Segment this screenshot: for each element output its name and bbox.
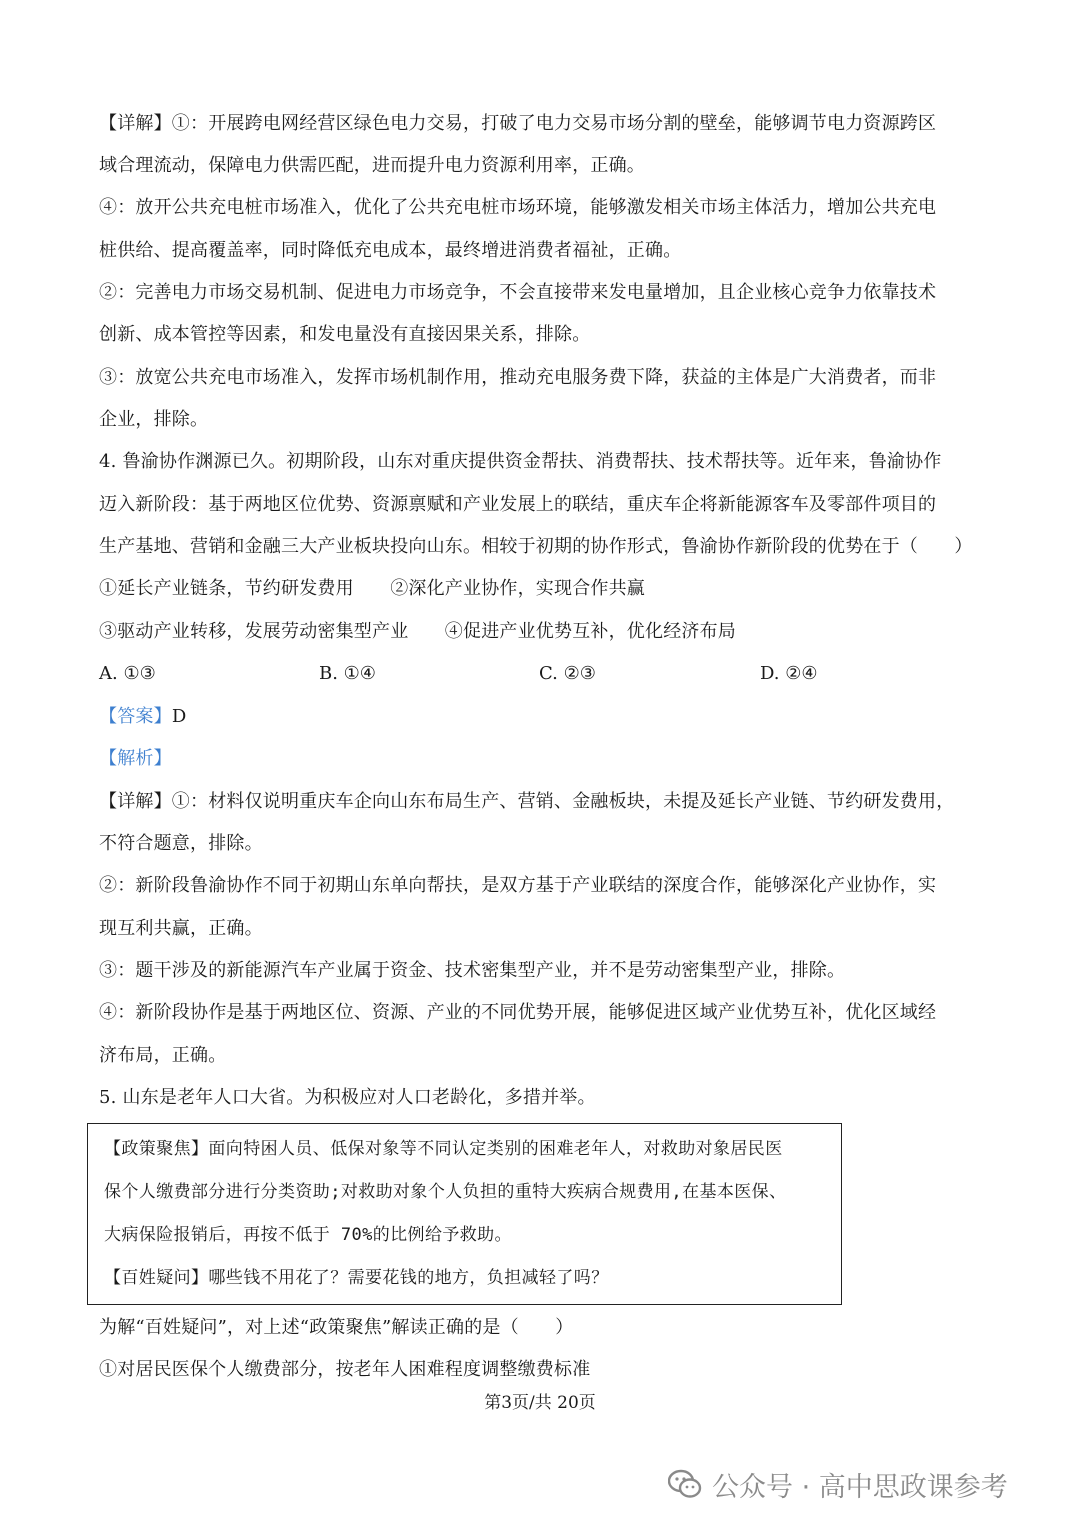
question-4-stem: 4. 鲁渝协作渊源已久。初期阶段，山东对重庆提供资金帮扶、消费帮扶、技术帮扶等。近年来，鲁渝协作 <box>99 451 942 472</box>
text-line: 现互利共赢，正确。 <box>99 918 263 939</box>
question-5-stem: 5. 山东是老年人口大省。为积极应对人口老龄化，多措并举。 <box>99 1087 596 1108</box>
text-line: 域合理流动，保障电力供需匹配，进而提升电力资源利用率，正确。 <box>99 155 645 176</box>
text-line: ②：新阶段鲁渝协作不同于初期山东单向帮扶，是双方基于产业联结的深度合作，能够深化产业协作，实 <box>99 875 937 896</box>
answer-value: D <box>171 706 187 727</box>
page-footer: 第3页/共 20页 <box>484 1393 596 1413</box>
answer-label: 【答案】 <box>99 706 172 727</box>
text-line: ④：新阶段协作是基于两地区位、资源、产业的不同优势开展，能够促进区域产业优势互补，优化区域经 <box>99 1002 937 1023</box>
text-line: ③：放宽公共充电市场准入，发挥市场机制作用，推动充电服务费下降，获益的主体是广大消费者，而非 <box>99 367 937 388</box>
wechat-icon <box>668 1469 702 1499</box>
question-4-statements: ①延长产业链条，节约研发费用 ②深化产业协作，实现合作共赢 <box>99 578 645 599</box>
text-line: 【详解】①：开展跨电网经营区绿色电力交易，打破了电力交易市场分割的壁垒，能够调节电力资源跨区 <box>99 113 937 134</box>
text-line: ③：题干涉及的新能源汽车产业属于资金、技术密集型产业，并不是劳动密集型产业，排除。 <box>99 960 846 981</box>
question-4-stem: 生产基地、营销和金融三大产业板块投向山东。相较于初期的协作形式，鲁渝协作新阶段的优势在于（ ） <box>99 536 973 557</box>
option-a: A. ①③ <box>99 663 156 684</box>
policy-box-line: 【政策聚焦】面向特困人员、低保对象等不同认定类别的困难老年人，对救助对象居民医 <box>104 1139 783 1159</box>
text-line: 创新、成本管控等因素，和发电量没有直接因果关系，排除。 <box>99 324 591 345</box>
policy-box-line: 【百姓疑问】哪些钱不用花了？需要花钱的地方，负担减轻了吗？ <box>104 1268 609 1288</box>
question-4-stem: 迈入新阶段：基于两地区位优势、资源禀赋和产业发展上的联结，重庆车企将新能源客车及零部件项目的 <box>99 494 937 515</box>
text-line: 桩供给、提高覆盖率，同时降低充电成本，最终增进消费者福祉，正确。 <box>99 240 682 261</box>
option-c: C. ②③ <box>539 663 596 684</box>
question-5-statement: ①对居民医保个人缴费部分，按老年人困难程度调整缴费标准 <box>99 1359 591 1380</box>
answer-line <box>99 705 186 729</box>
policy-box-line: 大病保险报销后，再按不低于 70%的比例给予救助。 <box>104 1225 512 1245</box>
policy-box <box>87 1123 842 1305</box>
watermark-text: 公众号 · 高中思政课参考 <box>712 1471 1008 1503</box>
option-d: D. ②④ <box>760 663 818 684</box>
policy-box-line: 保个人缴费部分进行分类资助;对救助对象个人负担的重特大疾病合规费用,在基本医保、 <box>104 1182 787 1202</box>
text-line: ②：完善电力市场交易机制、促进电力市场竞争，不会直接带来发电量增加，且企业核心竞争力依靠技术 <box>99 282 937 303</box>
text-line: 济布局，正确。 <box>99 1045 227 1066</box>
text-line: ④：放开公共充电桩市场准入，优化了公共充电桩市场环境，能够激发相关市场主体活力，增加公共充电 <box>99 197 937 218</box>
analysis-label: 【解析】 <box>99 748 172 769</box>
text-line: 企业，排除。 <box>99 409 209 430</box>
option-b: B. ①④ <box>319 663 376 684</box>
watermark <box>668 1464 1008 1504</box>
question-4-statements: ③驱动产业转移，发展劳动密集型产业 ④促进产业优势互补，优化经济布局 <box>99 621 736 642</box>
text-line: 不符合题意，排除。 <box>99 833 263 854</box>
question-5-prompt: 为解“百姓疑问”，对上述“政策聚焦”解读正确的是（ ） <box>99 1317 574 1338</box>
text-line: 【详解】①：材料仅说明重庆车企向山东布局生产、营销、金融板块，未提及延长产业链、节约研发费用， <box>99 791 955 812</box>
